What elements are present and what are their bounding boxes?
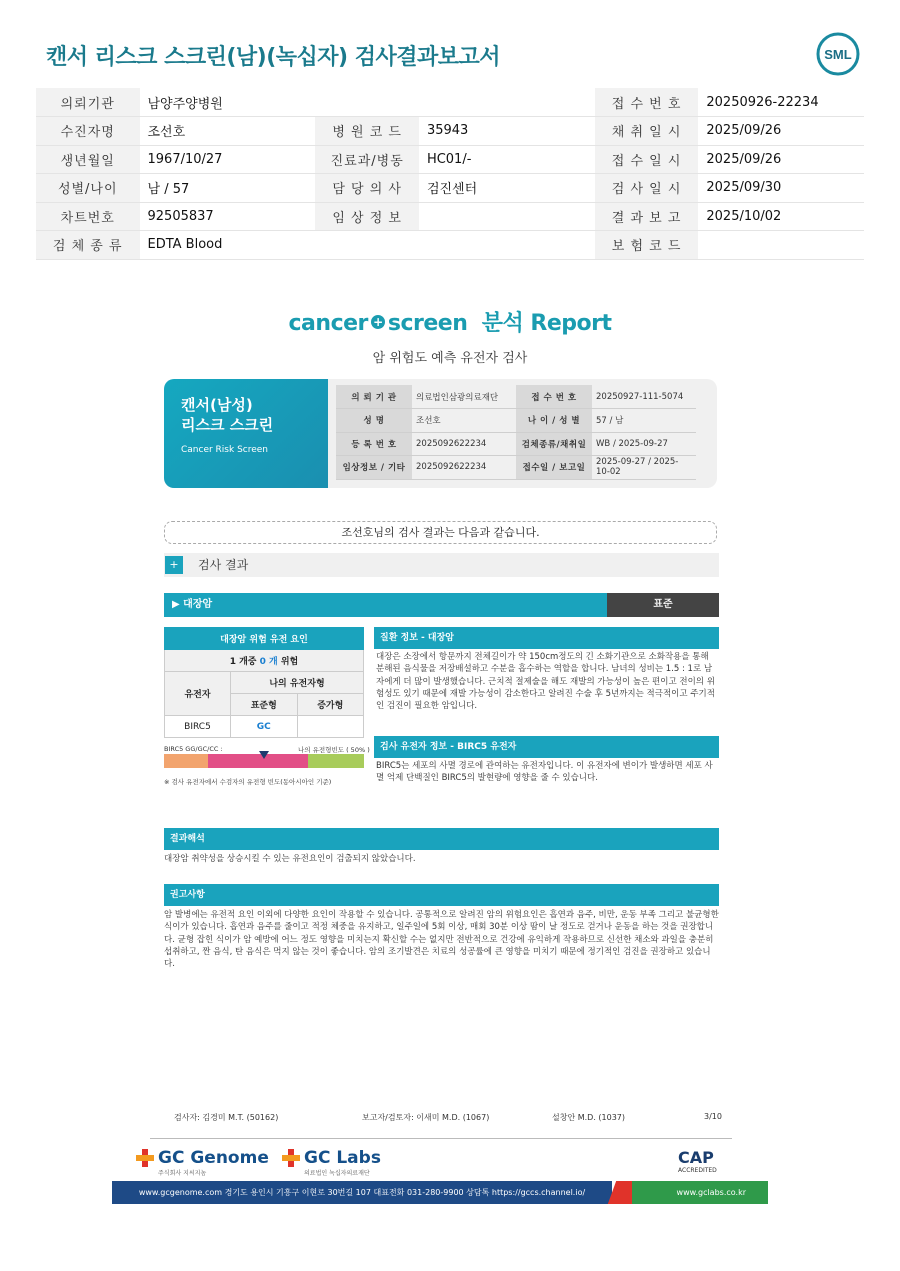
header-value: 남양주양병원: [140, 88, 316, 117]
reporter: 보고자/검토자: 이새미 M.D. (1067): [362, 1113, 490, 1122]
header-value: 20250926-22234: [698, 88, 864, 117]
card-label: 접 수 번 호: [516, 385, 592, 409]
card-value: 2025092622234: [412, 456, 516, 480]
gene-info-text: BIRC5는 세포의 사멸 경로에 관여하는 유전자입니다. 이 유전자에 변이가 발생하면 세포 사멸 억제 단백질인 BIRC5의 발현량에 영향을 줄 수 있습니다.: [376, 761, 713, 784]
report-brand: [0, 306, 900, 366]
header-label: 차트번호: [36, 202, 140, 231]
header-row: [36, 88, 864, 117]
card-value: 2025092622234: [412, 432, 516, 456]
gauge-right-label: 나의 유전형빈도 ( 50% ): [298, 746, 370, 754]
risk-count: 1 개중 0 개 위험: [165, 650, 364, 672]
card-value: 20250927-111-5074: [592, 385, 696, 409]
gauge-note: ※ 검사 유전자에서 수검자의 유전형 빈도(동아시아인 기준): [164, 778, 332, 786]
page-title: 캔서 리스크 스크린(남)(녹십자) 검사결과보고서: [46, 45, 500, 70]
gauge-segment: [164, 754, 208, 768]
plus-icon: +: [371, 315, 385, 329]
card-label: 등 록 번 호: [336, 432, 412, 456]
cap-logo: CAP ACCREDITED: [678, 1148, 717, 1174]
header-value: 35943: [419, 117, 595, 146]
gc-cross-icon: [136, 1149, 154, 1167]
gauge-segment: [208, 754, 308, 768]
risk-table-title: 대장암 위험 유전 요인: [165, 628, 364, 650]
folder-plus-icon: +: [165, 556, 183, 574]
section-header-results: [164, 553, 719, 577]
header-row: [36, 145, 864, 174]
header-label: 검 체 종 류: [36, 231, 140, 260]
header-label: 진료과/병동: [315, 145, 419, 174]
header-row: [36, 174, 864, 203]
recommendation-text: 암 발병에는 유전적 요인 이외에 다양한 요인이 작용할 수 있습니다. 공통적으로 알려진 암의 위험요인은 흡연과 음주, 비만, 운동 부족 그리고 불균형한 식이가 있습니다. 흡연과 음주를 줄이고 적정 체중을 유지하고, 일주일에 5회 이상, 매회 30분 이상 땀이 날 정도로 걷거나 운동을 하는 것을 권장합니다. 균형 잡힌 식이가 암 예방에 어느 정도 영향을 미치는지 확신할 수는 없지만 전반적으로 건강에 유익하게 작용하므로 신선한 채소와 과일을 충분히 섭취하고, 짠 음식, 탄 음식은 먹지 않는 것이 좋습니다. 암의 조기발견은 치료의 성공률에 큰 영향을 미치기 때문에 정기적인 검진을 권장하고 있습니다.: [164, 910, 719, 970]
header-row: [36, 117, 864, 146]
header-label: 수진자명: [36, 117, 140, 146]
header-label: 접 수 일 시: [595, 145, 699, 174]
disease-info-title: 질환 정보 - 대장암: [374, 627, 719, 649]
third-signer: 설창안 M.D. (1037): [552, 1113, 626, 1122]
card-row: [336, 432, 696, 456]
patient-card: [164, 379, 717, 488]
page-number: 3/10: [704, 1112, 722, 1121]
header-value: [698, 231, 864, 260]
card-label: 접수일 / 보고일: [516, 456, 592, 480]
header-label: 접 수 번 호: [595, 88, 699, 117]
header-value: [419, 88, 595, 117]
header-label: 생년월일: [36, 145, 140, 174]
bottom-bar: [112, 1181, 768, 1204]
header-value: 2025/09/26: [698, 117, 864, 146]
increased-value: [297, 716, 364, 738]
header-label: 검 사 일 시: [595, 174, 699, 203]
recommendation-title: 권고사항: [164, 884, 719, 906]
header-value: 남 / 57: [140, 174, 316, 203]
card-title-1: 캔서(남성): [181, 396, 253, 414]
header-label: 결 과 보 고: [595, 202, 699, 231]
card-value: 의료법인삼광의료재단: [412, 385, 516, 409]
card-value: 2025-09-27 / 2025-10-02: [592, 456, 696, 480]
header-value: HC01/-: [419, 145, 595, 174]
interpretation-title: 결과해석: [164, 828, 719, 850]
disease-info-text: 대장은 소장에서 항문까지 전체길이가 약 150cm정도의 긴 소화기관으로 소화작용을 통해 분해된 음식물을 저장배설하고 수분을 흡수하는 역할을 합니다. 남녀의 성비는 1.5 : 1로 남자에게 더 많이 발생했습니다. 근치적 절제술을 해도 재발의 가능성이 높은 편이고 전이의 위험성도 있기 때문에 재발 가능성이 감소한다고 알려진 수술 후 5년까지는 적극적이고 주기적인 검진이 필요한 암입니다.: [376, 652, 715, 712]
card-title-en: Cancer Risk Screen: [181, 445, 269, 455]
bottom-bar-website: www.gclabs.co.kr: [632, 1181, 768, 1204]
header-value: EDTA Blood: [140, 231, 316, 260]
cancer-risk-screen-logo: cancer + screen 분석 Report: [288, 311, 612, 336]
header-label: [315, 231, 419, 260]
risk-factor-table: [164, 627, 364, 738]
gauge-marker: [259, 751, 269, 759]
gene-header: 유전자: [165, 672, 231, 716]
header-value: 2025/09/30: [698, 174, 864, 203]
greeting: 조선호님의 검사 결과는 다음과 같습니다.: [164, 521, 717, 544]
card-label: 의 뢰 기 관: [336, 385, 412, 409]
header-row: [36, 231, 864, 260]
my-genotype-header: 나의 유전자형: [231, 672, 364, 694]
header-value: 검진센터: [419, 174, 595, 203]
card-value: WB / 2025-09-27: [592, 432, 696, 456]
header-label: [315, 88, 419, 117]
card-info-table: [336, 385, 696, 480]
card-title-2: 리스크 스크린: [181, 416, 274, 434]
header-label: 담 당 의 사: [315, 174, 419, 203]
cancer-name: ▶ 대장암: [172, 599, 213, 610]
tester: 검사자: 김경미 M.T. (50162): [174, 1113, 279, 1122]
genotype-value: GC: [231, 716, 298, 738]
gc-cross-icon: [282, 1149, 300, 1167]
card-row: [336, 385, 696, 409]
header-value: 조선호: [140, 117, 316, 146]
header-label: 임 상 정 보: [315, 202, 419, 231]
card-row: [336, 409, 696, 433]
header-row: [36, 202, 864, 231]
card-label: 나 이 / 성 별: [516, 409, 592, 433]
gauge-left-label: BIRC5 GG/GC/CC :: [164, 745, 223, 753]
footer-divider: [150, 1138, 732, 1139]
header-value: [419, 231, 595, 260]
card-value: 조선호: [412, 409, 516, 433]
interpretation-text: 대장암 취약성을 상승시킬 수 있는 유전요인이 검출되지 않았습니다.: [164, 854, 416, 864]
header-label: 보 험 코 드: [595, 231, 699, 260]
bottom-bar-contact: www.gcgenome.com 경기도 용인시 기흥구 이현로 30번길 107 대표전화 031-280-9900 상담톡 https://gccs.channel.io/: [112, 1181, 612, 1204]
sml-logo-text: SML: [824, 47, 852, 62]
header-info-table: [36, 88, 864, 260]
header-value: 1967/10/27: [140, 145, 316, 174]
cancer-bar: [164, 593, 719, 617]
card-label: 임상정보 / 기타: [336, 456, 412, 480]
header-label: 의뢰기관: [36, 88, 140, 117]
sml-logo: [816, 32, 860, 76]
header-label: 채 취 일 시: [595, 117, 699, 146]
section-title: 검사 결과: [198, 558, 249, 572]
header-value: 2025/09/26: [698, 145, 864, 174]
gene-name: BIRC5: [165, 716, 231, 738]
header-value: [419, 202, 595, 231]
header-label: 병 원 코 드: [315, 117, 419, 146]
gene-info-title: 검사 유전자 정보 - BIRC5 유전자: [374, 736, 719, 758]
status-badge: 표준: [607, 593, 719, 617]
card-label: 검체종류/채취일: [516, 432, 592, 456]
card-label: 성 명: [336, 409, 412, 433]
header-value: 2025/10/02: [698, 202, 864, 231]
report-subtitle: 암 위험도 예측 유전자 검사: [372, 351, 528, 366]
gc-labs-logo: GC Labs 의료법인 녹십자의료재단: [282, 1148, 381, 1177]
card-row: [336, 456, 696, 480]
card-value: 57 / 남: [592, 409, 696, 433]
gc-genome-logo: GC Genome 주식회사 지씨지놈: [136, 1148, 269, 1177]
gauge-segment: [308, 754, 364, 768]
standard-header: 표준형: [231, 694, 298, 716]
header-value: 92505837: [140, 202, 316, 231]
card-title-block: [164, 379, 328, 488]
header-label: 성별/나이: [36, 174, 140, 203]
increased-header: 증가형: [297, 694, 364, 716]
